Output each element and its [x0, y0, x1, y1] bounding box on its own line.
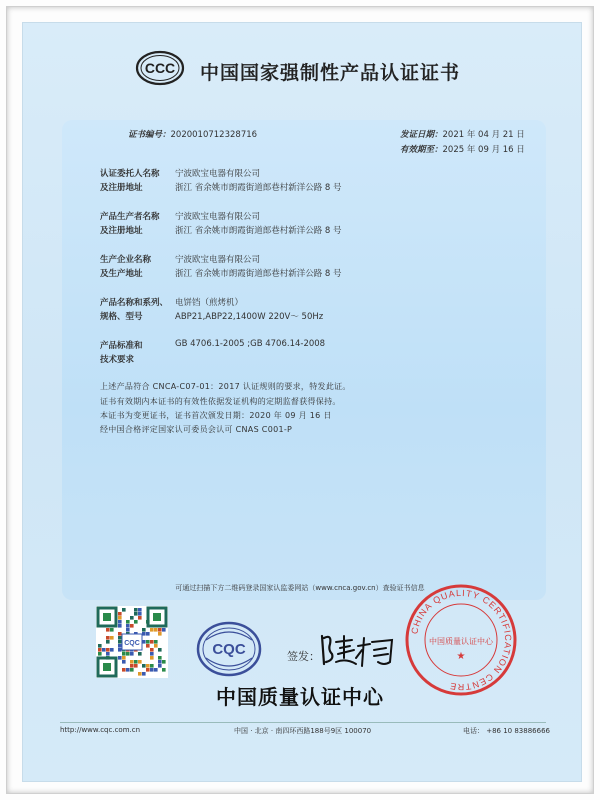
qr-module — [110, 628, 114, 632]
qr-module — [102, 648, 106, 652]
svg-text:★: ★ — [456, 651, 466, 662]
qr-module — [98, 644, 102, 648]
qr-module — [150, 664, 154, 668]
qr-module — [158, 648, 162, 652]
footer-divider — [60, 722, 546, 723]
official-seal-icon — [404, 583, 518, 697]
qr-module — [146, 640, 150, 644]
expiry-date: 有效期至：2025 年 09 月 16 日 — [400, 145, 525, 155]
qr-module — [106, 640, 110, 644]
qr-code-icon[interactable] — [96, 606, 168, 678]
qr-module — [158, 660, 162, 664]
qr-module — [130, 616, 134, 620]
qr-module — [118, 656, 122, 660]
qr-module — [142, 632, 146, 636]
qr-module — [134, 664, 138, 668]
qr-module — [142, 628, 146, 632]
svg-text:CQC: CQC — [124, 640, 140, 647]
qr-module — [158, 664, 162, 668]
qr-module — [154, 640, 158, 644]
qr-module — [150, 668, 154, 672]
qr-module — [110, 636, 114, 640]
field-label: 认证委托人名称 — [100, 169, 160, 179]
qr-module — [106, 636, 110, 640]
ccc-logo-icon — [135, 50, 185, 86]
qr-module — [146, 632, 150, 636]
qr-module — [146, 668, 150, 672]
svg-text:CCC: CCC — [144, 60, 176, 76]
qr-module — [118, 612, 122, 616]
svg-text:中国质量认证中心: 中国质量认证中心 — [429, 637, 493, 646]
qr-module — [158, 628, 162, 632]
statement-line: 经中国合格评定国家认可委员会认可 CNAS C001-P — [100, 425, 293, 434]
field-value: 宁波欧宝电器有限公司 — [175, 255, 261, 265]
qr-module — [118, 632, 122, 636]
field-value: 电饼铛（煎烤机） — [175, 298, 244, 308]
qr-module — [142, 672, 146, 676]
qr-module — [118, 624, 122, 628]
qr-module — [138, 652, 142, 656]
qr-module — [150, 648, 154, 652]
footer-address: 中国 · 北京 · 南四环西路188号9区 100070 — [234, 727, 372, 735]
qr-module — [158, 656, 162, 660]
qr-module — [134, 660, 138, 664]
qr-module — [158, 632, 162, 636]
qr-module — [126, 628, 130, 632]
field-label: 及生产地址 — [100, 269, 143, 279]
qr-module — [138, 608, 142, 612]
signature-image — [318, 628, 398, 672]
qr-module — [142, 664, 146, 668]
qr-module — [106, 648, 110, 652]
field-label: 规格、型号 — [100, 312, 143, 322]
verification-note: 可通过扫描下方二维码登录国家认监委网站（www.cnca.gov.cn）查验证书信息 — [175, 584, 425, 592]
qr-module — [138, 672, 142, 676]
qr-module — [150, 656, 154, 660]
qr-module — [146, 644, 150, 648]
qr-module — [118, 644, 122, 648]
qr-module — [118, 636, 122, 640]
qr-module — [118, 620, 122, 624]
qr-module — [98, 652, 102, 656]
qr-module — [134, 620, 138, 624]
qr-module — [154, 668, 158, 672]
qr-module — [162, 668, 166, 672]
field-value: 宁波欧宝电器有限公司 — [175, 169, 261, 179]
issuing-organization: 中国质量认证中心 — [216, 685, 384, 709]
qr-module — [122, 656, 126, 660]
qr-module — [134, 608, 138, 612]
qr-module — [130, 652, 134, 656]
qr-module — [130, 664, 134, 668]
issue-date: 发证日期：2021 年 04 月 21 日 — [400, 130, 525, 140]
qr-module — [118, 640, 122, 644]
statement-line: 证书有效期内本证书的有效性依据发证机构的定期监督获得保持。 — [100, 397, 341, 406]
qr-module — [106, 652, 110, 656]
qr-module — [162, 628, 166, 632]
field-label: 产品生产者名称 — [100, 212, 160, 222]
certificate-number: 证书编号：2020010712328716 — [128, 130, 258, 140]
qr-module — [138, 660, 142, 664]
qr-module — [122, 668, 126, 672]
footer-phone: 电话： +86 10 83886666 — [463, 727, 550, 735]
qr-module — [162, 660, 166, 664]
field-label: 产品标准和 — [100, 341, 143, 351]
qr-module — [126, 624, 130, 628]
field-value: ABP21,ABP22,1400W 220V～ 50Hz — [175, 312, 324, 322]
qr-module — [134, 612, 138, 616]
qr-module — [130, 668, 134, 672]
qr-module — [154, 644, 158, 648]
cqc-logo-icon — [196, 620, 262, 678]
field-label: 技术要求 — [100, 355, 135, 365]
field-value: 浙江 省余姚市朗霞街道郎巷村新洋公路 8 号 — [175, 226, 342, 236]
qr-module — [110, 648, 114, 652]
signer-label: 签发： — [287, 650, 320, 663]
qr-module — [118, 616, 122, 620]
field-value: 浙江 省余姚市朗霞街道郎巷村新洋公路 8 号 — [175, 269, 342, 279]
qr-module — [150, 628, 154, 632]
qr-module — [118, 648, 122, 652]
field-label: 产品名称和系列、 — [100, 298, 169, 308]
qr-module — [150, 640, 154, 644]
field-label: 及注册地址 — [100, 226, 143, 236]
field-value: 宁波欧宝电器有限公司 — [175, 212, 261, 222]
statement-line: 上述产品符合 CNCA-C07-01：2017 认证规则的要求，特发此证。 — [100, 382, 351, 391]
qr-module — [126, 652, 130, 656]
statement-line: 本证书为变更证书，证书首次颁发日期：2020 年 09 月 16 日 — [100, 411, 332, 420]
qr-module — [130, 660, 134, 664]
qr-module — [122, 660, 126, 664]
qr-module — [154, 628, 158, 632]
field-value: 浙江 省余姚市朗霞街道郎巷村新洋公路 8 号 — [175, 183, 342, 193]
field-label: 及注册地址 — [100, 183, 143, 193]
qr-module — [138, 612, 142, 616]
footer-website[interactable]: http://www.cqc.com.cn — [60, 726, 141, 734]
qr-module — [146, 664, 150, 668]
qr-module — [122, 608, 126, 612]
svg-text:CHINA QUALITY CERTIFICATION CE: CHINA QUALITY CERTIFICATION CENTRE — [409, 587, 514, 693]
qr-module — [150, 652, 154, 656]
qr-module — [142, 640, 146, 644]
qr-module — [126, 668, 130, 672]
qr-module — [126, 620, 130, 624]
qr-module — [130, 624, 134, 628]
qr-module — [138, 616, 142, 620]
certificate-title: 中国国家强制性产品认证证书 — [200, 62, 461, 84]
field-value: GB 4706.1-2005 ;GB 4706.14-2008 — [175, 339, 326, 349]
qr-module — [106, 628, 110, 632]
qr-module — [98, 648, 102, 652]
field-label: 生产企业名称 — [100, 255, 152, 265]
svg-text:CQC: CQC — [212, 641, 246, 658]
qr-module — [122, 652, 126, 656]
